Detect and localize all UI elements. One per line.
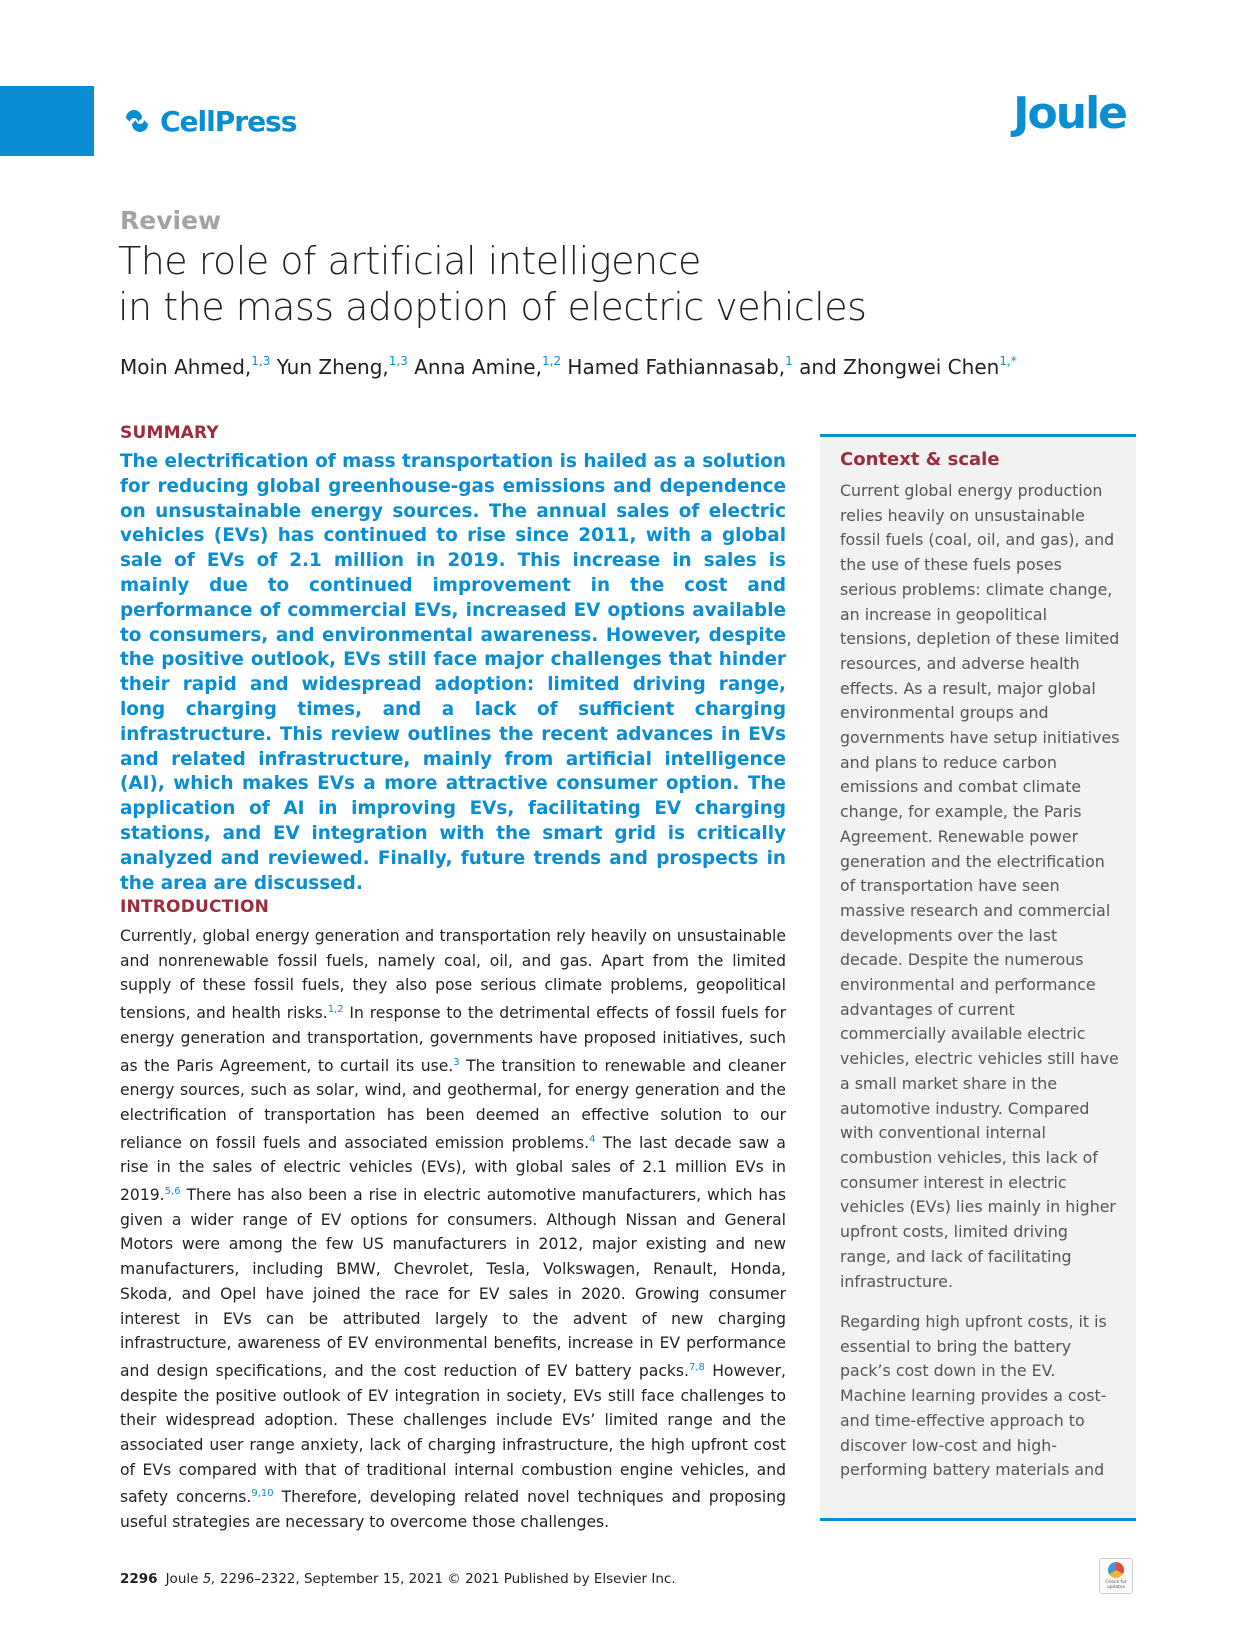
title-line-2: in the mass adoption of electric vehicles xyxy=(118,285,867,329)
article-type-label: Review xyxy=(120,206,222,235)
intro-segment: There has also been a rise in electric automotive manufacturers, which has given a wider range of EV options for consumers. Although Nissan and General Motors were among the few US manufacturers in 2012, major existing and new manufacturers, including BMW, Chevrolet, Tesla, Volkswagen, Renault, Honda, Skoda, and Opel have joined the race for EV sales in 2020. Growing consumer interest in EVs can be attributed largely to the advent of new charging infrastructure, awareness of EV environmental benefits, increase in EV performance and design specifications, and the cost reduction of EV battery packs. xyxy=(120,1186,786,1380)
intro-segment: In response to the detrimental effects of fossil fuels for energy generation and transportation, governments have proposed initiatives, such as the Paris Agreement, to curtail its use. xyxy=(120,1004,786,1075)
citation-link[interactable]: 4 xyxy=(589,1133,596,1145)
introduction-text xyxy=(120,924,786,1535)
author-affiliation[interactable]: 1,3 xyxy=(388,354,408,368)
context-paragraph-1: Current global energy production relies heavily on unsustainable fossil fuels (coal, oil, and gas), and the use of these fuels poses serious problems: climate change, an increase in geopolitical tensions, depletion of these limited resources, and adverse health effects. As a result, major global environmental groups and governments have setup initiatives and plans to reduce carbon emissions and combat climate change, for example, the Paris Agreement. Renewable power generation and the electrification of transportation have seen massive research and commercial developments over the last decade. Despite the numerous environmental and performance advantages of current commercially available electric vehicles, electric vehicles still have a small market share in the automotive industry. Compared with conventional internal combustion vehicles, this lack of consumer interest in electric vehicles (EVs) lies mainly in higher upfront costs, limited driving range, and lack of facilitating infrastructure. xyxy=(840,481,1120,1291)
footer-journal: Joule xyxy=(165,1571,199,1587)
cellpress-icon xyxy=(120,104,154,138)
citation-link[interactable]: 5,6 xyxy=(164,1186,181,1198)
crossmark-icon xyxy=(1108,1562,1124,1578)
intro-segment: The transition to renewable and cleaner energy sources, such as solar, wind, and geothermal, for energy generation and the electrification of transportation has been deemed an effective solution to our reliance on fossil fuels and associated emission problems. xyxy=(120,1056,786,1152)
author-affiliation[interactable]: 1,3 xyxy=(251,354,271,368)
citation-link[interactable]: 7,8 xyxy=(689,1361,705,1373)
footer-volume: 5, xyxy=(202,1571,216,1587)
citation-link[interactable]: 1,2 xyxy=(327,1004,344,1016)
introduction-heading: INTRODUCTION xyxy=(120,897,270,917)
context-and-scale-box xyxy=(820,434,1136,1521)
author-name[interactable]: Yun Zheng, xyxy=(276,355,389,379)
publisher-logo[interactable] xyxy=(120,104,296,138)
page-number: 2296 xyxy=(120,1571,158,1587)
author-affiliation[interactable]: 1,2 xyxy=(541,354,562,368)
check-for-updates-button[interactable] xyxy=(1099,1558,1133,1594)
corner-accent-block xyxy=(0,86,94,156)
intro-segment: However, despite the positive outlook of EV integration in society, EVs still face challenges to their widespread adoption. These challenges include EVs’ limited range and the associated user range anxiety, lack of charging infrastructure, the high upfront cost of EVs compared with that of traditional internal combustion engine vehicles, and safety concerns. xyxy=(120,1361,786,1507)
author-list xyxy=(120,354,1017,379)
publisher-name: CellPress xyxy=(160,104,297,138)
citation-link[interactable]: 9,10 xyxy=(251,1488,274,1500)
summary-heading: SUMMARY xyxy=(120,423,219,443)
author-name[interactable]: Hamed Fathiannasab, xyxy=(567,355,786,379)
summary-text: The electrification of mass transportation is hailed as a solution for reducing global greenhouse-gas emissions and dependence on unsustainable energy sources. The annual sales of electric vehicles (EVs) has continued to rise since 2011, with a global sale of EVs of 2.1 million in 2019. This increase in sales is mainly due to continued improvement in the cost and performance of commercial EVs, increased EV options available to consumers, and environmental awareness. However, despite the positive outlook, EVs still face major challenges that hinder their rapid and widespread adoption: limited driving range, long charging times, and a lack of sufficient charging infrastructure. This review outlines the recent advances in EVs and related infrastructure, mainly from artificial intelligence (AI), which makes EVs a more attractive consumer option. The application of AI in improving EVs, facilitating EV charging stations, and EV integration with the smart grid is critically analyzed and reviewed. Finally, future trends and prospects in the area are discussed. xyxy=(120,451,786,894)
author-name[interactable]: Anna Amine, xyxy=(414,355,542,379)
author-affiliation[interactable]: 1 xyxy=(785,354,793,368)
citation-link[interactable]: 3 xyxy=(453,1056,460,1068)
author-name[interactable]: Moin Ahmed, xyxy=(120,355,252,379)
context-heading: Context & scale xyxy=(840,449,1000,470)
author-affiliation[interactable]: 1,* xyxy=(999,354,1017,368)
context-paragraph-2: Regarding high upfront costs, it is essential to bring the battery pack’s cost down in the EV. Machine learning provides a cost- and time-effective approach to discover low-cost and high-performing battery materials and xyxy=(840,1312,1107,1480)
author-name[interactable]: and Zhongwei Chen xyxy=(799,355,1000,379)
intro-segment: The last decade saw a rise in the sales of electric vehicles (EVs), with global sales of 2.1 million EVs in 2019. xyxy=(120,1133,786,1205)
page-footer xyxy=(120,1571,676,1587)
check-updates-label: Check for updates xyxy=(1105,1580,1127,1590)
journal-logo[interactable]: Joule xyxy=(1013,88,1126,139)
intro-segment: Therefore, developing related novel techniques and proposing useful strategies are necessary to overcome those challenges. xyxy=(120,1488,786,1532)
title-line-1: The role of artificial intelligence xyxy=(118,239,701,283)
article-title xyxy=(118,238,866,330)
intro-segment: Currently, global energy generation and transportation rely heavily on unsustainable and nonrenewable fossil fuels, namely coal, oil, and gas. Apart from the limited supply of these fossil fuels, they also pose serious climate problems, geopolitical tensions, and health risks. xyxy=(120,927,786,1023)
footer-citation: 2296–2322, September 15, 2021 © 2021 Published by Elsevier Inc. xyxy=(215,1571,676,1587)
